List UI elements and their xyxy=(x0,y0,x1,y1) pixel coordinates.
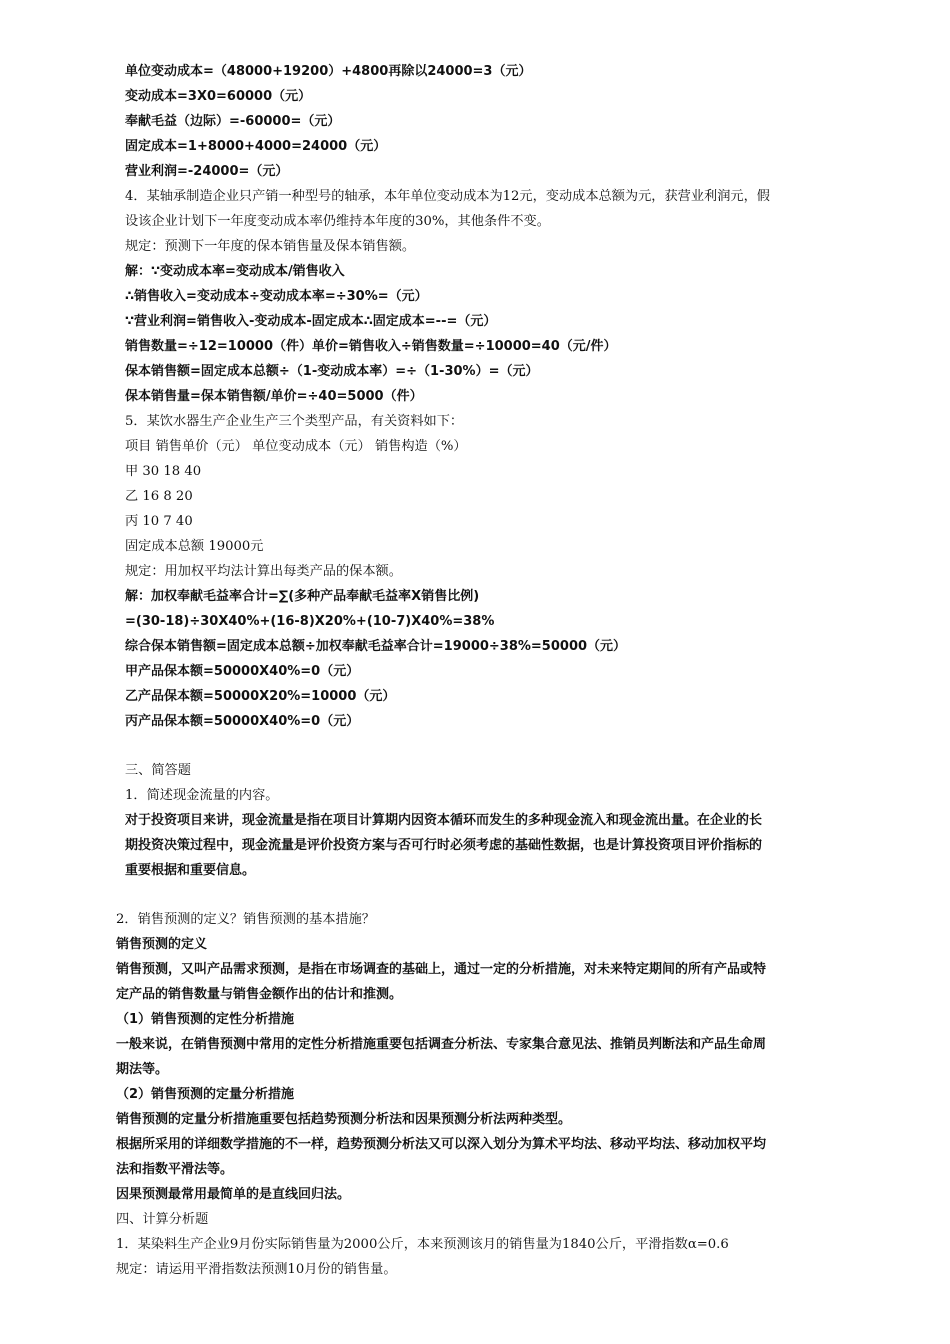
section-3-question-2: 2．销售预测的定义？销售预测的基本措施？ xyxy=(116,912,375,927)
operating-profit-line: 营业利润=-24000=（元） xyxy=(125,164,289,179)
qualitative-methods-line-1: 一般来说，在销售预测中常用的定性分析措施重要包括调查分析法、专家集合意见法、推销员判断法和产品生命周 xyxy=(116,1037,767,1052)
contribution-margin-line: 奉献毛益（边际）=-60000=（元） xyxy=(125,114,341,129)
question-5-fixed-cost: 固定成本总额 19000元 xyxy=(125,539,264,554)
question-4-solution-5: 保本销售额=固定成本总额÷（1-变动成本率）=÷（1-30%）=（元） xyxy=(125,364,539,379)
question-4-solution-4: 销售数量=÷12=10000（件）单价=销售收入÷销售数量=÷10000=40（元/件） xyxy=(125,339,617,354)
question-5-solution-6: 丙产品保本额=50000X40%=0（元） xyxy=(125,714,360,729)
question-4-solution-6: 保本销售量=保本销售额/单价=÷40=5000（件） xyxy=(125,389,423,404)
qualitative-methods-title: （1）销售预测的定性分析措施 xyxy=(116,1012,295,1027)
sales-forecast-definition-line-2: 定产品的销售数量与销售金额作出的估计和推测。 xyxy=(116,987,403,1002)
question-4-solution-2: ∴销售收入=变动成本÷变动成本率=÷30%=（元） xyxy=(125,289,428,304)
question-4-solution-1: 解：∵变动成本率=变动成本/销售收入 xyxy=(125,264,345,279)
section-3-answer-1-line-3: 重要根据和重要信息。 xyxy=(125,863,256,878)
question-5-table-header: 项目 销售单价（元） 单位变动成本（元） 销售构造（%） xyxy=(125,439,467,454)
section-3-answer-1-line-1: 对于投资项目来讲，现金流量是指在项目计算期内因资本循环而发生的多种现金流入和现金流出量。在企业的长 xyxy=(125,813,763,828)
sales-forecast-definition-title: 销售预测的定义 xyxy=(116,937,208,952)
question-5-line-1: 5．某饮水器生产企业生产三个类型产品，有关资料如下： xyxy=(125,414,464,429)
question-5-solution-3: 综合保本销售额=固定成本总额÷加权奉献毛益率合计=19000÷38%=50000（元） xyxy=(125,639,627,654)
fixed-cost-line: 固定成本=1+8000+4000=24000（元） xyxy=(125,139,387,154)
unit-variable-cost-line: 单位变动成本=（48000+19200）+4800再除以24000=3（元） xyxy=(125,64,532,79)
question-5-solution-4: 甲产品保本额=50000X40%=0（元） xyxy=(125,664,360,679)
question-4-line-1: 4．某轴承制造企业只产销一种型号的轴承，本年单位变动成本为12元，变动成本总额为元，获营业利润元，假 xyxy=(125,189,770,204)
question-5-solution-5: 乙产品保本额=50000X20%=10000（元） xyxy=(125,689,396,704)
question-5-solution-2: =(30-18)÷30X40%+(16-8)X20%+(10-7)X40%=38% xyxy=(125,614,495,629)
quantitative-methods-line-3: 法和指数平滑法等。 xyxy=(116,1162,234,1177)
question-5-table-row: 甲 30 18 40 xyxy=(125,464,202,479)
question-4-solution-3: ∵营业利润=销售收入-变动成本-固定成本∴固定成本=--=（元） xyxy=(125,314,497,329)
question-5-requirement: 规定：用加权平均法计算出每类产品的保本额。 xyxy=(125,564,402,579)
quantitative-methods-line-4: 因果预测最常用最简单的是直线回归法。 xyxy=(116,1187,351,1202)
quantitative-methods-title: （2）销售预测的定量分析措施 xyxy=(116,1087,295,1102)
section-3-answer-1-line-2: 期投资决策过程中，现金流量是评价投资方案与否可行时必须考虑的基础性数据，也是计算投资项目评价指标的 xyxy=(125,838,763,853)
sales-forecast-definition-line-1: 销售预测，又叫产品需求预测，是指在市场调查的基础上，通过一定的分析措施，对未来特定期间的所有产品或特 xyxy=(116,962,767,977)
section-4-question-1: 1．某染料生产企业9月份实际销售量为2000公斤，本来预测该月的销售量为1840公斤，平滑指数α=0.6 xyxy=(116,1237,729,1252)
section-4-title: 四、计算分析题 xyxy=(116,1212,209,1227)
question-4-requirement: 规定：预测下一年度的保本销售量及保本销售额。 xyxy=(125,239,416,254)
section-3-title: 三、简答题 xyxy=(125,763,191,778)
variable-cost-line: 变动成本=3X0=60000（元） xyxy=(125,89,312,104)
section-3-question-1: 1．简述现金流量的内容。 xyxy=(125,788,279,803)
question-5-table-row: 乙 16 8 20 xyxy=(125,489,193,504)
qualitative-methods-line-2: 期法等。 xyxy=(116,1062,169,1077)
question-5-table-row: 丙 10 7 40 xyxy=(125,514,193,529)
quantitative-methods-line-2: 根据所采用的详细数学措施的不一样，趋势预测分析法又可以深入划分为算术平均法、移动平均法、移动加权平均 xyxy=(116,1137,767,1152)
question-5-solution-1: 解：加权奉献毛益率合计=∑(多种产品奉献毛益率X销售比例) xyxy=(125,589,480,604)
question-4-line-2: 设该企业计划下一年度变动成本率仍维持本年度的30%，其他条件不变。 xyxy=(125,214,550,229)
quantitative-methods-line-1: 销售预测的定量分析措施重要包括趋势预测分析法和因果预测分析法两种类型。 xyxy=(116,1112,572,1127)
section-4-requirement: 规定：请运用平滑指数法预测10月份的销售量。 xyxy=(116,1262,397,1277)
